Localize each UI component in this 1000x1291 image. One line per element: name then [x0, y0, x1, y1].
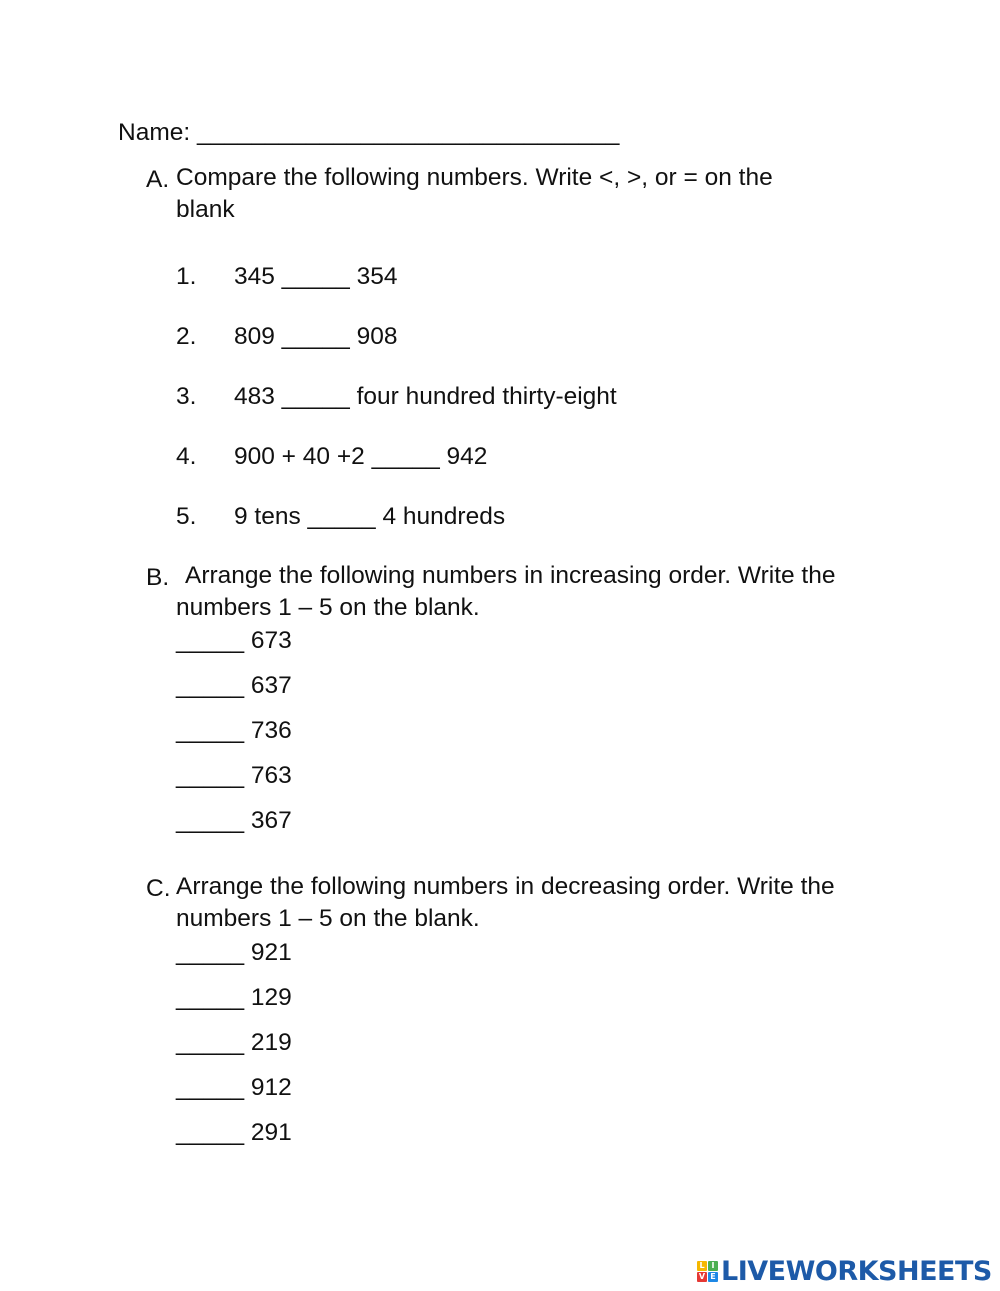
item-text: 483 _____ four hundred thirty-eight: [234, 383, 617, 410]
section-b-letter: B.: [146, 564, 170, 591]
list-item: _____ 291: [176, 1119, 292, 1146]
list-item: _____ 367: [176, 807, 292, 834]
item-number: 1.: [176, 263, 197, 290]
section-c-letter: C.: [146, 875, 171, 902]
item-text: 809 _____ 908: [234, 323, 398, 350]
list-item: _____ 129: [176, 984, 292, 1011]
logo-mark-letter: I: [708, 1261, 718, 1271]
section-a-letter: A.: [146, 166, 170, 193]
section-b-instruction: Arrange the following numbers in increasing order. Write the numbers 1 – 5 on the blank.: [176, 562, 836, 621]
list-item: _____ 763: [176, 762, 292, 789]
list-item: _____ 219: [176, 1029, 292, 1056]
item-number: 3.: [176, 383, 197, 410]
logo-mark-letter: E: [708, 1272, 718, 1282]
logo-mark-letter: V: [698, 1271, 706, 1281]
item-text: 900 + 40 +2 _____ 942: [234, 443, 488, 470]
name-field-label: Name: _______________________________: [118, 119, 620, 146]
logo-mark-icon: [697, 1261, 718, 1282]
list-item: _____ 912: [176, 1074, 292, 1101]
item-text: 345 _____ 354: [234, 263, 398, 290]
logo-mark-letter: L: [697, 1261, 707, 1271]
item-number: 5.: [176, 503, 197, 530]
liveworksheets-logo: [697, 1255, 992, 1287]
list-item: _____ 921: [176, 939, 292, 966]
logo-text: LIVEWORKSHEETS: [721, 1255, 992, 1287]
list-item: _____ 736: [176, 717, 292, 744]
item-number: 4.: [176, 443, 197, 470]
section-c-instruction: Arrange the following numbers in decreasing order. Write the numbers 1 – 5 on the blank.: [176, 873, 835, 932]
list-item: _____ 637: [176, 672, 292, 699]
item-text: 9 tens _____ 4 hundreds: [234, 503, 506, 530]
section-a-instruction: Compare the following numbers. Write <, >, or = on the blank: [176, 164, 773, 223]
list-item: _____ 673: [176, 627, 292, 654]
item-number: 2.: [176, 323, 197, 350]
